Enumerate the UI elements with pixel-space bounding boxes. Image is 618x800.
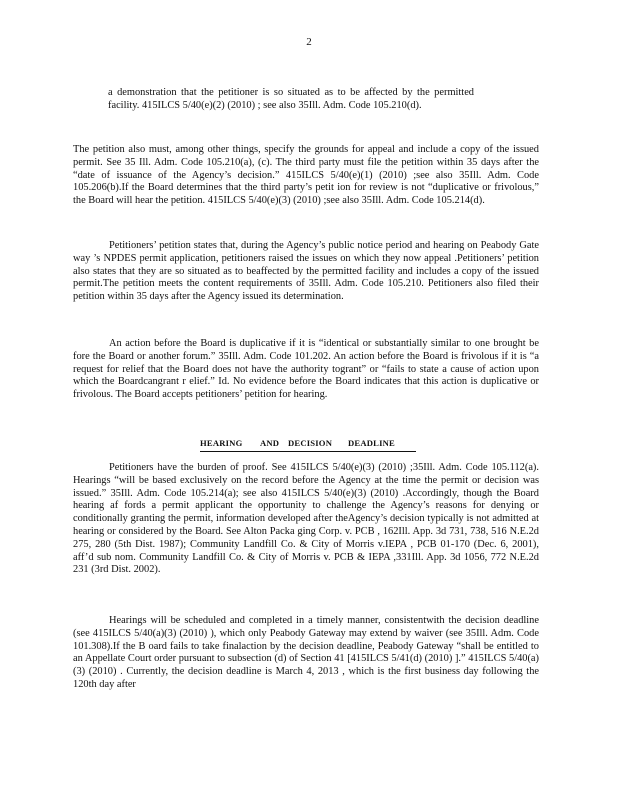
paragraph-block-1 (73, 144, 539, 208)
paragraph-block-4 (73, 462, 539, 577)
paragraph-burden-of-proof: Petitioners have the burden of proof. See 415ILCS 5/40(e)(3) (2010) ;35Ill. Adm. Code 105.112(a). Hearings “will be based exclusively on the record before the Agency at the time the permit or decision was issued.” 35Ill. Adm. Code 105.214(a); see also 415ILCS 5/40(e)(3) (2010) .Accordingly, though the Board hearing af fords a permit applicant the opportunity to challenge the Agency’s reasons for denying or conditionally granting the permit, information developed after theAgency’s decision typically is not admitted at hearing or considered by the Board. See Alton Packa ging Corp. v. PCB , 162Ill. App. 3d 731, 738, 516 N.E.2d 275, 280 (5th Dist. 1987); Community Landfill Co. & City of Morris v.IEPA , PCB 01-170 (Dec. 6, 2001), aff’d sub nom. Community Landfill Co. & City of Morris v. PCB & IEPA ,331Ill. App. 3d 1056, 772 N.E.2d 231 (3rd Dist. 2002). (73, 462, 539, 576)
paragraph-duplicative-frivolous: An action before the Board is duplicative if it is “identical or substantially similar to one brought be fore the Board or another forum.” 35Ill. Adm. Code 101.202. An action before the Board is frivolous if it is “a request for relief that the Board does not have the authority togrant” or “fails to state a cause of action upon which the Boardcangrant r elief.” Id. No evidence before the Board indicates that this action is duplicative or frivolous. The Board accepts petitioners’ petition for hearing. (73, 338, 539, 401)
paragraph-petition-requirements: The petition also must, among other things, specify the grounds for appeal and include a copy of the issued permit. See 35 Ill. Adm. Code 105.210(a), (c). The third party must file the petition within 35 days after the “date of issuance of the Agency’s decision.” 415ILCS 5/40(e)(1) (2010) ;see also 35Ill. Adm. Code 105.206(b).If the Board determines that the third party’s petit ion for review is not “duplicative or frivolous,” the Board will hear the petition. 415ILCS 5/40(e)(3) (2010) ;see also 35Ill. Adm. Code 105.214(d). (73, 144, 539, 207)
paragraph-block-5 (73, 615, 539, 692)
heading-word-3: DECISION (288, 438, 333, 448)
paragraph-petition-content: Petitioners’ petition states that, during the Agency’s public notice period and hearing on Peabody Gate way ’s NPDES permit application, petitioners raised the issues on which they now appeal .Petitioners’ petition also states that they are so situated as to beaffected by the permitted facility and includes a copy of the issued permit.The petition meets the content requirements of 35Ill. Adm. Code 105.210. Petitioners also filed their petition within 35 days after the Agency issued its determination. (73, 240, 539, 303)
paragraph-quote: a demonstration that the petitioner is so situated as to be affected by the permitted facility. 415ILCS 5/40(e)(2) (2010) ; see also 35Ill. Adm. Code 105.210(d). (108, 87, 474, 111)
paragraph-block-3 (73, 338, 539, 402)
heading-word-4: DEADLINE (348, 438, 395, 448)
page-number: 2 (306, 36, 312, 48)
heading-word-2: AND (260, 438, 280, 448)
section-heading (200, 437, 416, 452)
paragraph-hearing-schedule: Hearings will be scheduled and completed in a timely manner, consistentwith the decision deadline (see 415ILCS 5/40(a)(3) (2010) ), which only Peabody Gateway may extend by waiver (see 35Ill. Adm. Code 101.308).If the B oard fails to take finalaction by the decision deadline, Peabody Gateway “shall be entitled to an Appellate Court order pursuant to subsection (d) of Section 41 [415ILCS 5/41(d) (2010) ].” 415ILCS 5/40(a)(3) (2010) . Currently, the decision deadline is March 4, 2013 , which is the first business day following the 120th day after (73, 615, 539, 690)
heading-word-1: HEARING (200, 438, 243, 448)
paragraph-block-2 (73, 240, 539, 304)
statute-quote-block (108, 87, 474, 113)
